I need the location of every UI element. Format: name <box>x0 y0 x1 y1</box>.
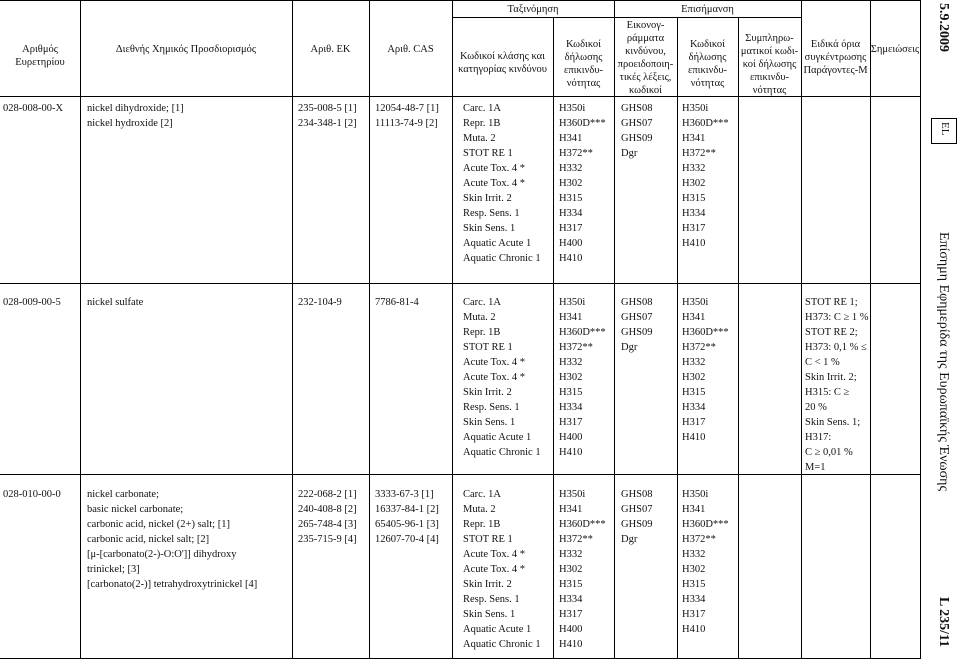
header-suppl-codes-line: ματικοί κωδι- <box>740 46 799 57</box>
cell-class: STOT RE 1 <box>463 148 513 159</box>
cell-class: Acute Tox. 4 * <box>463 372 526 383</box>
cell-lcodes: H302 <box>682 372 706 383</box>
cell-hcodes: H315 <box>559 579 583 590</box>
cell-ec: 235-715-9 [4] <box>298 534 357 545</box>
cell-hcodes: H400 <box>559 238 583 249</box>
col-divider <box>870 0 871 659</box>
cell-class: Carc. 1A <box>463 103 501 114</box>
cell-class: Aquatic Chronic 1 <box>463 639 541 650</box>
col-divider <box>677 17 678 659</box>
cell-picto: GHS08 <box>621 489 653 500</box>
header-suppl-codes-line: Συμπληρω- <box>745 33 794 44</box>
col-divider <box>738 17 739 659</box>
cell-picto: GHS07 <box>621 504 653 515</box>
cell-lcodes: H350i <box>682 297 709 308</box>
cell-limits: H373: 0,1 % ≤ <box>805 342 867 353</box>
header-hazard-codes-2-line: δήλωσης <box>688 52 727 63</box>
cell-hcodes: H410 <box>559 253 583 264</box>
header-hazard-codes-line: δήλωσης <box>564 52 603 63</box>
cell-hcodes: H332 <box>559 163 583 174</box>
header-limits-line: Παράγοντες-M <box>803 65 868 76</box>
cell-lcodes: H302 <box>682 178 706 189</box>
cell-limits: H317: <box>805 432 832 443</box>
cell-lcodes: H372** <box>682 534 716 545</box>
header-pictograms-line: ράμματα <box>626 33 665 44</box>
cell-lcodes: H334 <box>682 208 706 219</box>
col-divider <box>292 0 293 659</box>
cell-hcodes: H332 <box>559 549 583 560</box>
cell-hcodes: H334 <box>559 594 583 605</box>
cell-class: Acute Tox. 4 * <box>463 163 526 174</box>
cell-hcodes: H372** <box>559 342 593 353</box>
cell-cas: 12054-48-7 [1] <box>375 103 439 114</box>
cell-hcodes: H341 <box>559 133 583 144</box>
cell-picto: GHS09 <box>621 133 653 144</box>
cell-chem: [μ-[carbonato(2-)-O:O']] dihydroxy <box>87 549 237 560</box>
header-pictograms <box>614 19 677 97</box>
cell-lcodes: H360D*** <box>682 327 729 338</box>
cell-limits: Skin Irrit. 2; <box>805 372 857 383</box>
cell-chem: nickel hydroxide [2] <box>87 118 173 129</box>
cell-hcodes: H400 <box>559 432 583 443</box>
cell-limits: C < 1 % <box>805 357 840 368</box>
cell-class: Aquatic Chronic 1 <box>463 447 541 458</box>
header-labelling-group: Επισήμανση <box>681 4 734 15</box>
cell-chem: trinickel; [3] <box>87 564 140 575</box>
cell-hcodes: H360D*** <box>559 519 606 530</box>
cell-lcodes: H341 <box>682 312 706 323</box>
header-class-codes-line: Κωδικοί κλάσης και <box>460 51 545 62</box>
cell-cas: 3333-67-3 [1] <box>375 489 434 500</box>
cell-cas: 65405-96-1 [3] <box>375 519 439 530</box>
cell-limits: H315: C ≥ <box>805 387 850 398</box>
col-divider <box>369 0 370 659</box>
header-pictograms-line: κωδικοί <box>628 85 663 96</box>
cell-picto: GHS08 <box>621 103 653 114</box>
cell-hcodes: H360D*** <box>559 118 606 129</box>
cell-class: Skin Sens. 1 <box>463 609 516 620</box>
sidebar-page-ref: L 235/11 <box>936 597 951 648</box>
cell-ec: 265-748-4 [3] <box>298 519 357 530</box>
cell-limits: 20 % <box>805 402 827 413</box>
header-index: Αριθμός Ευρετηρίου <box>15 44 65 68</box>
cell-chem: basic nickel carbonate; <box>87 504 184 515</box>
cell-picto: GHS09 <box>621 519 653 530</box>
cell-hcodes: H334 <box>559 208 583 219</box>
cell-class: Carc. 1A <box>463 297 501 308</box>
cell-hcodes: H315 <box>559 387 583 398</box>
col-divider <box>614 0 615 659</box>
col-divider <box>801 0 802 659</box>
header-hazard-codes-line: νότητας <box>566 78 601 89</box>
cell-hcodes: H341 <box>559 504 583 515</box>
cell-hcodes: H317 <box>559 609 583 620</box>
header-class-codes-line: κατηγορίας κινδύνου <box>458 64 547 75</box>
cell-class: Skin Sens. 1 <box>463 223 516 234</box>
cell-index: 028-009-00-5 <box>3 297 61 308</box>
cell-ec: 222-068-2 [1] <box>298 489 357 500</box>
cell-class: Muta. 2 <box>463 312 496 323</box>
cell-picto: Dgr <box>621 534 638 545</box>
cell-lcodes: H315 <box>682 387 706 398</box>
header-classification-group: Ταξινόμηση <box>507 4 559 15</box>
cell-lcodes: H341 <box>682 133 706 144</box>
header-pictograms-line: τικές λέξεις, <box>619 72 672 83</box>
cell-lcodes: H315 <box>682 193 706 204</box>
header-cas-number: Αριθ. CAS <box>387 44 434 55</box>
cell-class: STOT RE 1 <box>463 534 513 545</box>
header-limits-line: συγκέντρωσης <box>804 52 867 63</box>
header-hazard-codes-labelling <box>677 38 738 90</box>
cell-chem: carbonic acid, nickel (2+) salt; [1] <box>87 519 230 530</box>
cell-chem: nickel dihydroxide; [1] <box>87 103 184 114</box>
cell-hcodes: H410 <box>559 447 583 458</box>
cell-hcodes: H315 <box>559 193 583 204</box>
cell-hcodes: H350i <box>559 489 586 500</box>
table-top-rule <box>0 0 920 1</box>
cell-class: Repr. 1B <box>463 327 501 338</box>
cell-ec: 234-348-1 [2] <box>298 118 357 129</box>
header-supplementary-codes <box>738 32 801 97</box>
cell-limits: Skin Sens. 1; <box>805 417 861 428</box>
header-pictograms-line: προειδοποιη- <box>617 59 674 70</box>
cell-picto: GHS07 <box>621 118 653 129</box>
cell-class: Aquatic Acute 1 <box>463 238 532 249</box>
cell-chem: carbonic acid, nickel salt; [2] <box>87 534 210 545</box>
cell-lcodes: H302 <box>682 564 706 575</box>
cell-class: Acute Tox. 4 * <box>463 549 526 560</box>
cell-cas: 11113-74-9 [2] <box>375 118 438 129</box>
header-hazard-codes-2-line: νότητας <box>690 78 725 89</box>
cell-hcodes: H372** <box>559 534 593 545</box>
cell-class: Muta. 2 <box>463 133 496 144</box>
cell-lcodes: H332 <box>682 549 706 560</box>
sidebar-journal-title: Επίσημη Εφημερίδα της Ευρωπαϊκής Ένωσης <box>936 232 951 492</box>
cell-cas: 7786-81-4 <box>375 297 419 308</box>
col-divider <box>452 0 453 659</box>
row-separator <box>0 283 920 284</box>
header-chemical-name: Διεθνής Χημικός Προσδιορισμός <box>115 44 257 55</box>
sidebar-language: EL <box>939 122 951 136</box>
cell-ec: 235-008-5 [1] <box>298 103 357 114</box>
cell-hcodes: H332 <box>559 357 583 368</box>
cell-class: Skin Irrit. 2 <box>463 193 512 204</box>
header-pictograms-line: Εικονογ- <box>626 20 665 31</box>
cell-hcodes: H400 <box>559 624 583 635</box>
cell-limits: STOT RE 2; <box>805 327 858 338</box>
col-divider <box>80 0 81 659</box>
cell-limits: C ≥ 0,01 % <box>805 447 853 458</box>
cell-ec: 240-408-8 [2] <box>298 504 357 515</box>
cell-hcodes: H360D*** <box>559 327 606 338</box>
cell-index: 028-010-00-0 <box>3 489 61 500</box>
header-ec-number: Αριθ. ΕΚ <box>310 44 351 55</box>
cell-hcodes: H350i <box>559 103 586 114</box>
cell-hcodes: H341 <box>559 312 583 323</box>
header-class-codes <box>452 50 553 76</box>
header-hazard-codes-line: επικινδυ- <box>563 65 604 76</box>
cell-class: Muta. 2 <box>463 504 496 515</box>
header-suppl-codes-line: κοί δήλωσης <box>742 59 797 70</box>
cell-lcodes: H315 <box>682 579 706 590</box>
cell-limits: STOT RE 1; <box>805 297 858 308</box>
header-concentration-limits <box>801 38 870 77</box>
header-hazard-codes-classification <box>553 38 614 90</box>
cell-class: STOT RE 1 <box>463 342 513 353</box>
header-hazard-codes-2-line: Κωδικοί <box>689 39 725 50</box>
cell-hcodes: H410 <box>559 639 583 650</box>
cell-lcodes: H360D*** <box>682 118 729 129</box>
cell-picto: Dgr <box>621 342 638 353</box>
cell-hcodes: H302 <box>559 372 583 383</box>
cell-lcodes: H372** <box>682 342 716 353</box>
table-right-border <box>920 0 921 659</box>
cell-class: Resp. Sens. 1 <box>463 208 520 219</box>
header-suppl-codes-line: επικινδυ- <box>749 72 790 83</box>
header-notes: Σημειώσεις <box>870 44 920 55</box>
header-pictograms-line: κινδύνου, <box>625 46 666 57</box>
cell-picto: GHS09 <box>621 327 653 338</box>
cell-class: Aquatic Chronic 1 <box>463 253 541 264</box>
cell-hcodes: H350i <box>559 297 586 308</box>
cell-class: Aquatic Acute 1 <box>463 432 532 443</box>
cell-limits: M=1 <box>805 462 826 473</box>
cell-lcodes: H350i <box>682 103 709 114</box>
group-header-rule <box>452 17 801 18</box>
cell-lcodes: H410 <box>682 238 706 249</box>
cell-lcodes: H341 <box>682 504 706 515</box>
cell-class: Resp. Sens. 1 <box>463 594 520 605</box>
cell-lcodes: H372** <box>682 148 716 159</box>
cell-class: Skin Irrit. 2 <box>463 387 512 398</box>
cell-class: Acute Tox. 4 * <box>463 357 526 368</box>
cell-hcodes: H317 <box>559 223 583 234</box>
cell-lcodes: H317 <box>682 223 706 234</box>
header-limits-line: Ειδικά όρια <box>810 39 861 50</box>
cell-class: Repr. 1B <box>463 519 501 530</box>
cell-class: Skin Irrit. 2 <box>463 579 512 590</box>
cell-lcodes: H334 <box>682 594 706 605</box>
cell-hcodes: H302 <box>559 564 583 575</box>
sidebar-date: 5.9.2009 <box>936 3 951 52</box>
cell-lcodes: H332 <box>682 163 706 174</box>
cell-index: 028-008-00-X <box>3 103 64 114</box>
cell-lcodes: H350i <box>682 489 709 500</box>
cell-chem: nickel carbonate; <box>87 489 160 500</box>
cell-class: Aquatic Acute 1 <box>463 624 532 635</box>
cell-lcodes: H317 <box>682 609 706 620</box>
cell-class: Skin Sens. 1 <box>463 417 516 428</box>
col-divider <box>553 17 554 659</box>
cell-lcodes: H332 <box>682 357 706 368</box>
cell-lcodes: H334 <box>682 402 706 413</box>
cell-class: Repr. 1B <box>463 118 501 129</box>
row-separator <box>0 474 920 475</box>
cell-class: Resp. Sens. 1 <box>463 402 520 413</box>
cell-lcodes: H410 <box>682 432 706 443</box>
cell-lcodes: H360D*** <box>682 519 729 530</box>
cell-picto: GHS07 <box>621 312 653 323</box>
cell-lcodes: H317 <box>682 417 706 428</box>
cell-chem: nickel sulfate <box>87 297 144 308</box>
cell-cas: 12607-70-4 [4] <box>375 534 439 545</box>
cell-picto: GHS08 <box>621 297 653 308</box>
header-suppl-codes-line: νότητας <box>752 85 787 96</box>
cell-cas: 16337-84-1 [2] <box>375 504 439 515</box>
cell-lcodes: H410 <box>682 624 706 635</box>
cell-limits: H373: C ≥ 1 % <box>805 312 869 323</box>
cell-chem: [carbonato(2-)] tetrahydroxytrinickel [4] <box>87 579 258 590</box>
cell-ec: 232-104-9 <box>298 297 342 308</box>
cell-class: Carc. 1A <box>463 489 501 500</box>
cell-hcodes: H317 <box>559 417 583 428</box>
cell-class: Acute Tox. 4 * <box>463 178 526 189</box>
cell-hcodes: H372** <box>559 148 593 159</box>
cell-hcodes: H334 <box>559 402 583 413</box>
cell-picto: Dgr <box>621 148 638 159</box>
cell-class: Acute Tox. 4 * <box>463 564 526 575</box>
header-hazard-codes-line: Κωδικοί <box>565 39 601 50</box>
header-hazard-codes-2-line: επικινδυ- <box>687 65 728 76</box>
cell-hcodes: H302 <box>559 178 583 189</box>
